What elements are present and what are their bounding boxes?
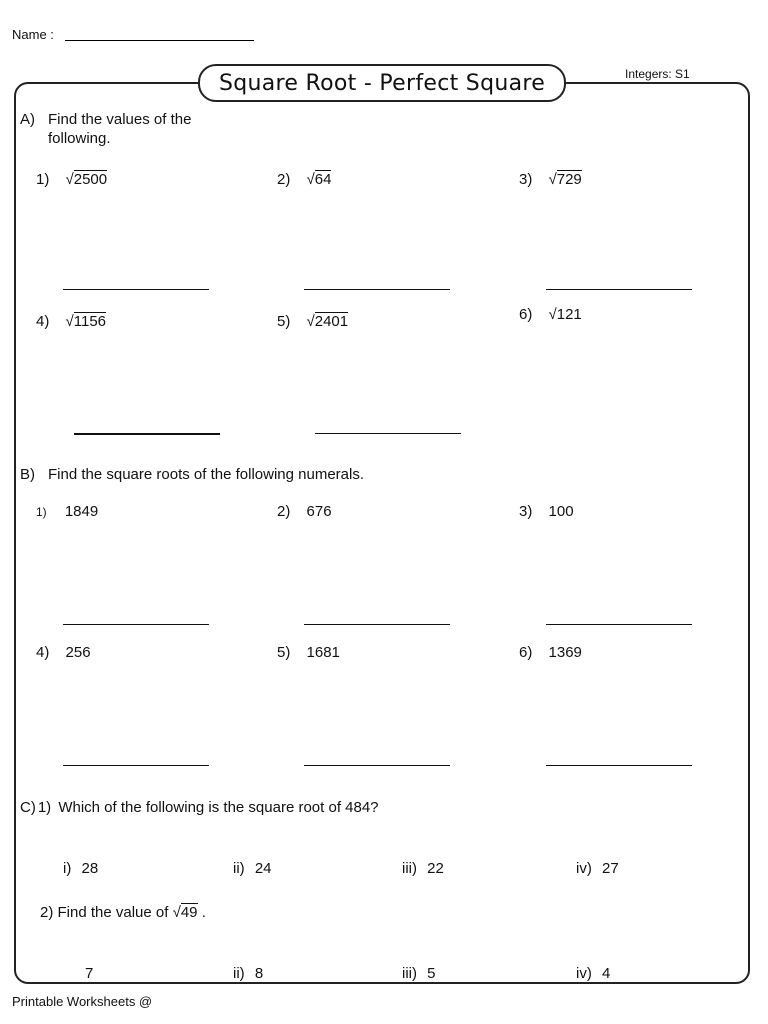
a-item-6-number: 6) (519, 306, 533, 323)
option-label: ii) (233, 965, 245, 982)
b-answer-line-6[interactable] (546, 765, 692, 766)
c-q2-end: . (201, 904, 206, 921)
a-item-4-number: 4) (36, 313, 50, 330)
a-item-1-root (66, 170, 108, 188)
option-value: 4 (602, 965, 611, 982)
a-item-3-root (549, 170, 582, 188)
c-q1-text: Which of the following is the square root of 484? (58, 799, 379, 816)
c-question-1 (20, 799, 379, 816)
worksheet-title (198, 64, 566, 102)
option-value: 28 (81, 860, 99, 877)
b-item-5-value: 1681 (306, 644, 340, 661)
a-item-2-radicand: 64 (314, 171, 332, 188)
c-q1-option-3[interactable] (402, 860, 444, 877)
option-value: 5 (427, 965, 436, 982)
b-answer-line-1[interactable] (63, 624, 209, 625)
b-item-1-number: 1) (36, 505, 47, 519)
c-q2-text: Find the value of (57, 904, 169, 921)
a-answer-line-4[interactable] (74, 433, 220, 435)
section-b-instruction: Find the square roots of the following numerals. (48, 466, 365, 483)
section-c-label: C) (20, 799, 36, 816)
b-item-6-value: 1369 (548, 644, 582, 661)
a-item-4-root (66, 312, 107, 330)
b-item-4-number: 4) (36, 644, 50, 661)
title-text: Square Root - Perfect Square (218, 70, 546, 96)
a-item-4-radicand: 1156 (73, 313, 107, 330)
b-item-3 (519, 503, 574, 520)
sheet-code: Integers: S1 (625, 67, 690, 81)
option-label: iv) (576, 965, 592, 982)
b-item-4 (36, 644, 91, 661)
b-item-6 (519, 644, 582, 661)
b-item-5 (277, 644, 340, 661)
a-answer-line-3[interactable] (546, 289, 692, 290)
option-label: ii) (233, 860, 245, 877)
a-item-4 (36, 312, 106, 330)
b-item-5-number: 5) (277, 644, 291, 661)
a-item-2-root (307, 170, 332, 188)
name-label: Name : (12, 27, 54, 42)
a-item-1-radicand: 2500 (73, 171, 108, 188)
worksheet-frame (14, 82, 750, 984)
b-item-2 (277, 503, 332, 520)
c-q2-option-2[interactable] (233, 965, 263, 982)
b-item-6-number: 6) (519, 644, 533, 661)
b-item-2-value: 676 (306, 503, 332, 520)
c-q2-root (173, 903, 198, 921)
option-value: 22 (427, 860, 444, 877)
radical-icon: √ (65, 171, 74, 188)
a-answer-line-2[interactable] (304, 289, 450, 290)
b-item-2-number: 2) (277, 503, 291, 520)
a-item-5-root (307, 312, 349, 330)
c-q1-number: 1) (37, 799, 52, 816)
b-answer-line-4[interactable] (63, 765, 209, 766)
c-q2-radicand: 49 (180, 904, 198, 921)
option-value: 27 (602, 860, 619, 877)
b-answer-line-2[interactable] (304, 624, 450, 625)
option-label: i) (63, 860, 72, 877)
a-item-3 (519, 170, 582, 188)
option-value: 7 (85, 965, 94, 982)
b-item-4-value: 256 (65, 644, 91, 661)
a-item-1-number: 1) (36, 171, 50, 188)
a-item-6 (519, 306, 582, 323)
a-item-6-radicand: 121 (556, 306, 582, 323)
radical-icon: √ (306, 171, 315, 188)
section-a-instruction-1: Find the values of the (48, 111, 192, 128)
a-item-5-number: 5) (277, 313, 291, 330)
a-item-2-number: 2) (277, 171, 291, 188)
section-a-label: A) (20, 111, 35, 128)
b-answer-line-3[interactable] (546, 624, 692, 625)
c-question-2 (40, 903, 206, 921)
c-q2-number: 2) (40, 904, 54, 921)
option-value: 24 (254, 860, 272, 877)
section-a-instruction-2: following. (48, 130, 111, 147)
radical-icon: √ (548, 171, 557, 188)
radical-icon: √ (172, 904, 181, 921)
option-label: iii) (402, 860, 417, 877)
b-answer-line-5[interactable] (304, 765, 450, 766)
section-b-label: B) (20, 466, 35, 483)
option-value: 8 (254, 965, 264, 982)
b-item-3-number: 3) (519, 503, 533, 520)
b-item-1 (36, 503, 98, 520)
a-answer-line-1[interactable] (63, 289, 209, 290)
a-item-2 (277, 170, 331, 188)
c-q1-option-1[interactable] (63, 860, 98, 877)
c-q2-option-4[interactable] (576, 965, 610, 982)
a-item-6-root (549, 306, 582, 323)
c-q1-option-4[interactable] (576, 860, 619, 877)
a-item-1 (36, 170, 107, 188)
option-label: iv) (576, 860, 592, 877)
a-item-3-radicand: 729 (556, 171, 582, 188)
a-item-5-radicand: 2401 (314, 313, 349, 330)
b-item-1-value: 1849 (64, 503, 99, 520)
radical-icon: √ (548, 306, 557, 323)
radical-icon: √ (65, 313, 74, 330)
name-input-line[interactable] (65, 40, 254, 41)
c-q2-option-3[interactable] (402, 965, 436, 982)
a-item-5 (277, 312, 348, 330)
footer-text: Printable Worksheets @ (12, 994, 153, 1009)
option-label: iii) (402, 965, 417, 982)
a-item-3-number: 3) (519, 171, 533, 188)
c-q1-option-2[interactable] (233, 860, 272, 877)
radical-icon: √ (306, 313, 315, 330)
b-item-3-value: 100 (548, 503, 574, 520)
a-answer-line-5[interactable] (315, 433, 461, 434)
c-q2-option-1[interactable] (85, 965, 93, 982)
